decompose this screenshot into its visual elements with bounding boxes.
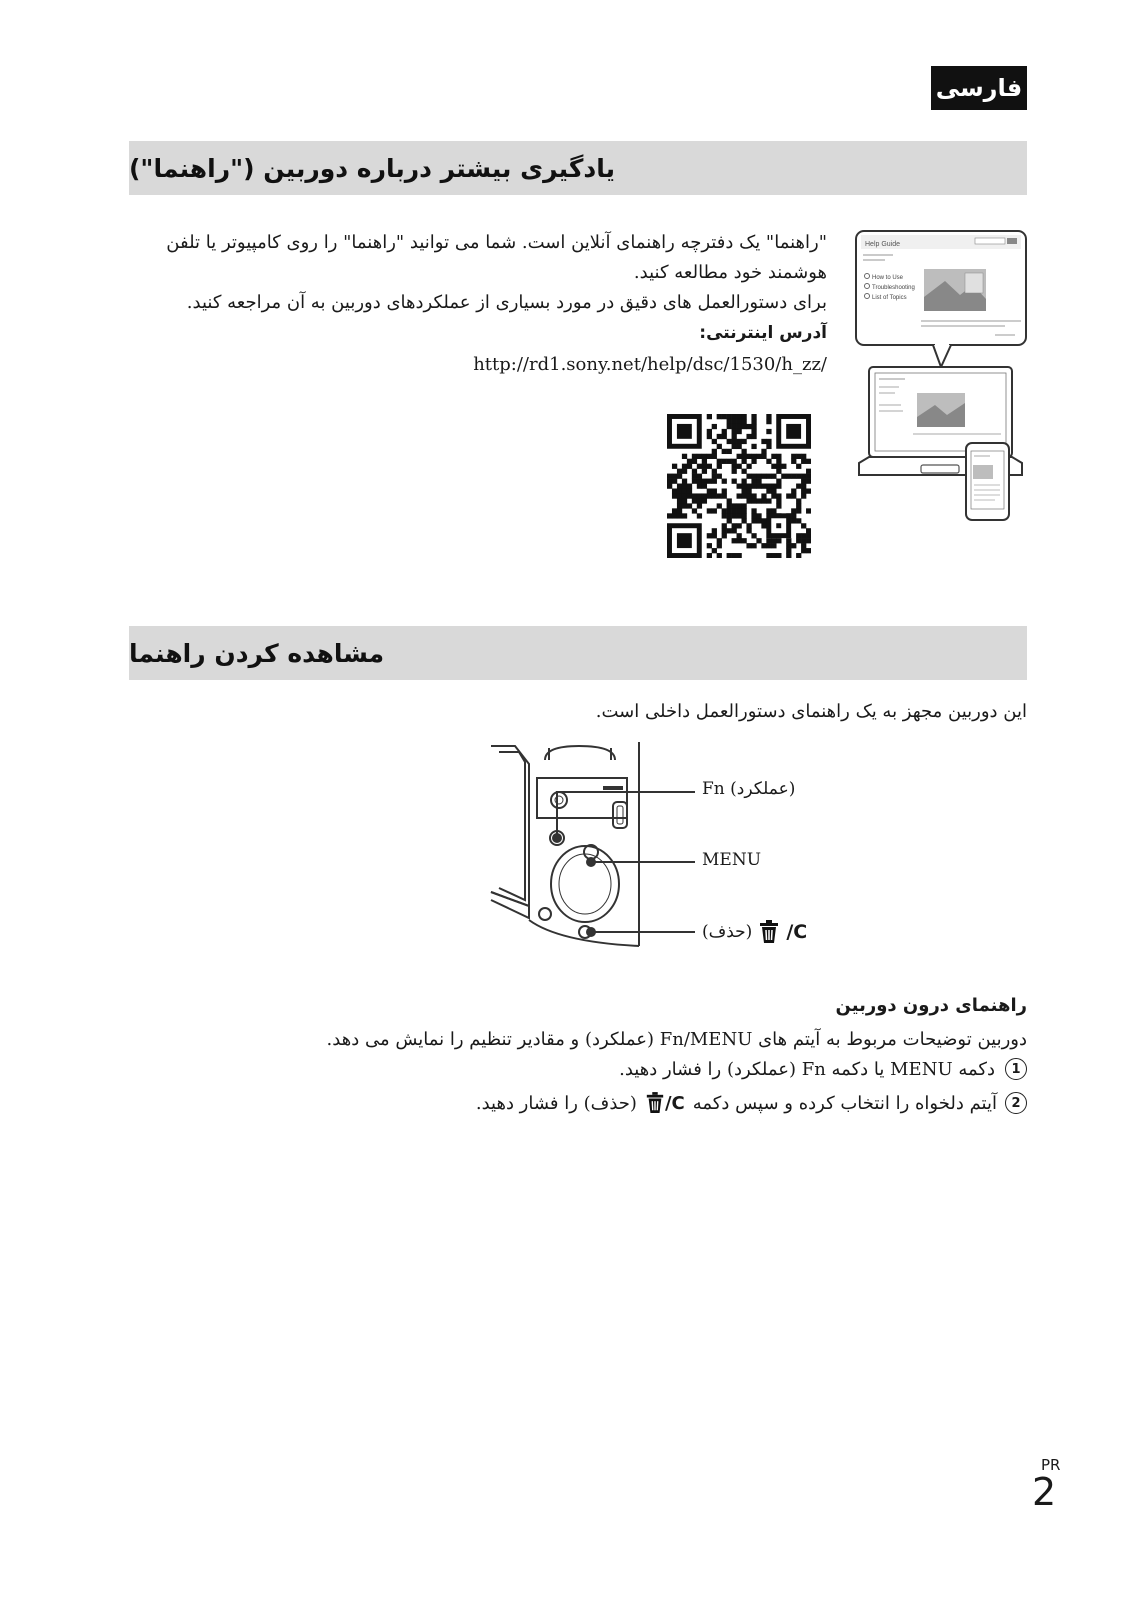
in-camera-guide-heading: راهنمای درون دوربین bbox=[835, 995, 1027, 1016]
address-label: آدرس اینترنتی: bbox=[699, 323, 827, 343]
delete-button-symbol bbox=[645, 1092, 685, 1114]
page-code: PR bbox=[1041, 1456, 1061, 1474]
step-text: (حذف) را فشار دهید. bbox=[475, 1092, 637, 1114]
qr-code bbox=[667, 414, 811, 558]
bubble-title: Help Guide bbox=[865, 241, 901, 248]
trash-icon bbox=[645, 1092, 665, 1114]
fn-button-label bbox=[702, 779, 795, 799]
c-symbol: /C bbox=[786, 921, 808, 943]
speech-bubble bbox=[856, 231, 1026, 367]
step-1 bbox=[619, 1058, 1027, 1080]
section-title-help-guide bbox=[129, 141, 1027, 195]
delete-button-label bbox=[702, 920, 807, 944]
help-guide-url[interactable]: http://rd1.sony.net/help/dsc/1530/h_zz/ bbox=[473, 354, 827, 375]
callout-lines bbox=[540, 780, 700, 940]
description-line: هوشمند خود مطالعه کنید. bbox=[633, 262, 827, 283]
smartphone bbox=[966, 443, 1009, 520]
c-symbol: /C bbox=[664, 1092, 685, 1114]
in-camera-guide-paragraph: دوربین توضیحات مربوط به آیتم های Fn/MENU (عملکرد) و مقادیر تنظیم را نمایش می دهد. bbox=[326, 1029, 1027, 1050]
section-title-text: یادگیری بیشتر درباره دوربین ("راهنما") bbox=[129, 153, 615, 183]
bubble-menu-item: How to Use bbox=[872, 275, 904, 281]
menu-button-label: MENU bbox=[702, 850, 762, 870]
devices-illustration bbox=[855, 229, 1036, 521]
step-text: دکمه MENU یا دکمه Fn (عملکرد) را فشار دهید. bbox=[619, 1058, 995, 1080]
camera-guide-intro: این دوربین مجهز به یک راهنمای دستورالعمل داخلی است. bbox=[595, 701, 1027, 722]
section-title-view-guide bbox=[129, 626, 1027, 680]
bubble-menu-item: Troubleshooting bbox=[872, 285, 915, 291]
language-tab: فارسی bbox=[931, 66, 1027, 110]
description-line: برای دستورالعمل های دقیق در مورد بسیاری از عملکردهای دوربین به آن مراجعه کنید. bbox=[186, 292, 827, 313]
step-number: 2 bbox=[1005, 1092, 1027, 1114]
trash-icon bbox=[758, 920, 780, 944]
step-2 bbox=[476, 1092, 1027, 1114]
bubble-menu-item: List of Topics bbox=[872, 295, 907, 301]
step-number: 1 bbox=[1005, 1058, 1027, 1080]
fn-label-text: Fn (عملکرد) bbox=[702, 779, 796, 799]
section-title-text: مشاهده کردن راهنما bbox=[129, 638, 385, 668]
help-guide-description bbox=[127, 228, 827, 382]
delete-label-text: (حذف) bbox=[702, 922, 753, 942]
step-text: آیتم دلخواه را انتخاب کرده و سپس دکمه bbox=[692, 1092, 997, 1114]
description-line: "راهنما" یک دفترچه راهنمای آنلاین است. شما می توانید "راهنما" را روی کامپیوتر یا تلفن bbox=[166, 232, 827, 253]
page-number: 2 bbox=[1032, 1470, 1057, 1514]
